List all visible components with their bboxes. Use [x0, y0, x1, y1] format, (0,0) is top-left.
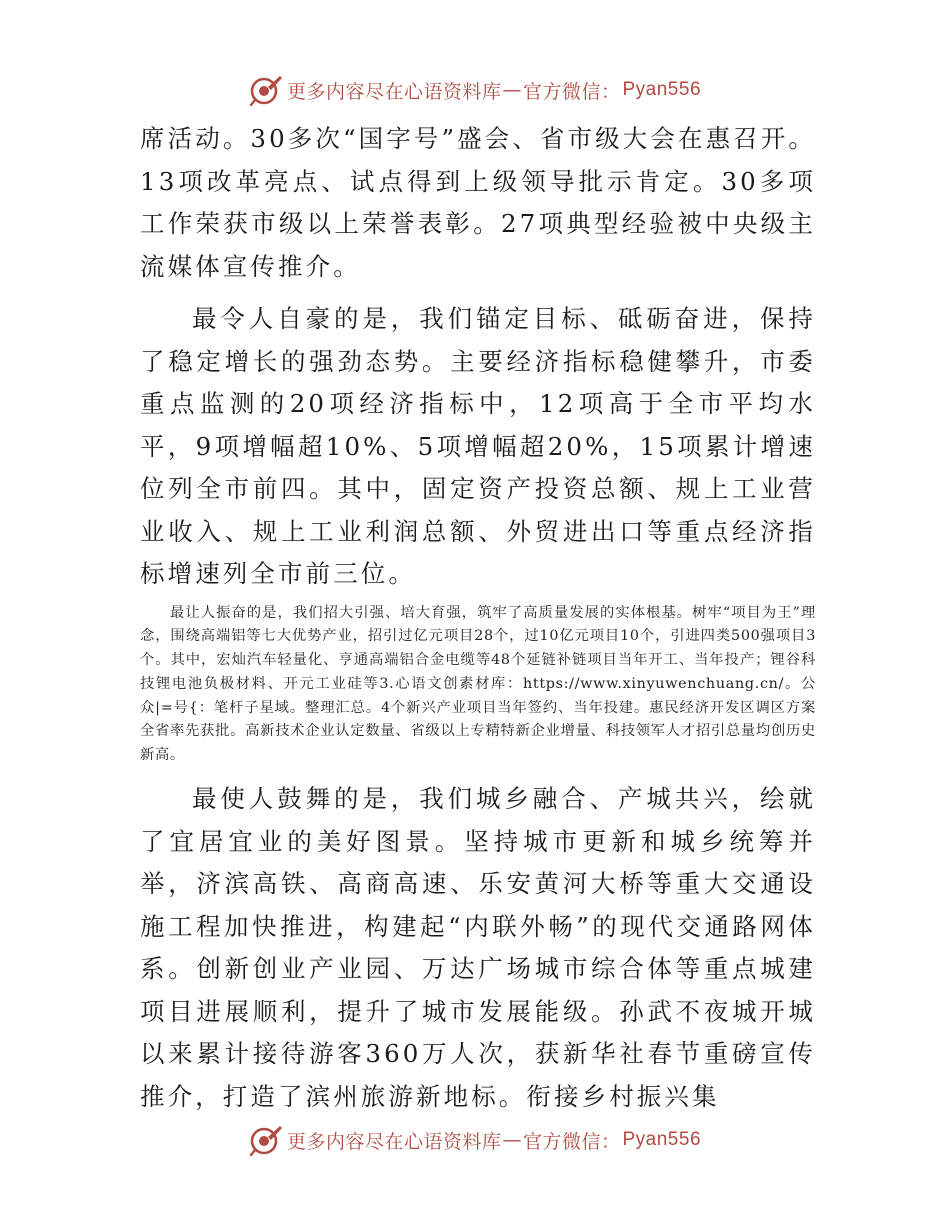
- banner-text: 更多内容尽在心语资料库: [286, 80, 502, 103]
- paragraph-4: 最使人鼓舞的是，我们城乡融合、产城共兴，绘就了宜居宜业的美好图景。坚持城市更新和城乡统筹并举，济滨高铁、高商高速、乐安黄河大桥等重大交通设施工程加快推进，构建起“内联外畅”的现代交通路网体系。创新创业产业园、万达广场城市综合体等重点城建项目进展顺利，提升了城市发展能级。孙武不夜城开城以来累计接待游客360万人次，获新华社春节重磅宣传推介，打造了滨州旅游新地标。衔接乡村振兴集: [140, 784, 816, 1111]
- banner-separator: —: [502, 1129, 522, 1151]
- paragraph-1: 席活动。30多次“国字号”盛会、省市级大会在惠召开。13项改革亮点、试点得到上级领导批示肯定。30多项工作荣获市级以上荣誉表彰。27项典型经验被中央级主流媒体宣传推介。: [140, 124, 816, 281]
- footer-banner: [0, 1120, 950, 1160]
- pen-logo-icon: [249, 73, 283, 107]
- pen-logo-icon: [249, 1123, 283, 1157]
- banner-wechat-handle: Pyan556: [622, 79, 702, 100]
- banner-wechat-handle: Pyan556: [622, 1129, 702, 1150]
- banner-text: 更多内容尽在心语资料库: [286, 1130, 502, 1153]
- paragraph-3: 最让人振奋的是，我们招大引强、培大育强，筑牢了高质量发展的实体根基。树牢“项目为王”理念，围绕高端铝等七大优势产业，招引过亿元项目28个，过10亿元项目10个，引进四类500强项目3个。其中，宏灿汽车轻量化、亨通高端铝合金电缆等48个延链补链项目当年开工、当年投产；锂谷科技锂电池负极材料、开元工业硅等3.心语文创素材库：https://www.xinyuwenchuang.cn/。公众|=号{：笔杆子星域。整理汇总。4个新兴产业项目当年签约、当年投建。惠民经济开发区调区方案全省率先获批。高新技术企业认定数量、省级以上专精特新企业增量、科技领军人才招引总量均创历史新高。: [140, 604, 816, 764]
- header-banner: [0, 70, 950, 110]
- banner-separator: —: [502, 79, 522, 101]
- paragraph-2: 最令人自豪的是，我们锚定目标、砥砺奋进，保持了稳定增长的强劲态势。主要经济指标稳健攀升，市委重点监测的20项经济指标中，12项高于全市平均水平，9项增幅超10%、5项增幅超20%，15项累计增速位列全市前四。其中，固定资产投资总额、规上工业营业收入、规上工业利润总额、外贸进出口等重点经济指标增速列全市前三位。: [140, 304, 816, 588]
- document-body: [140, 118, 816, 1118]
- banner-wechat-label: 官方微信：: [522, 1130, 621, 1153]
- banner-wechat-label: 官方微信：: [522, 80, 621, 103]
